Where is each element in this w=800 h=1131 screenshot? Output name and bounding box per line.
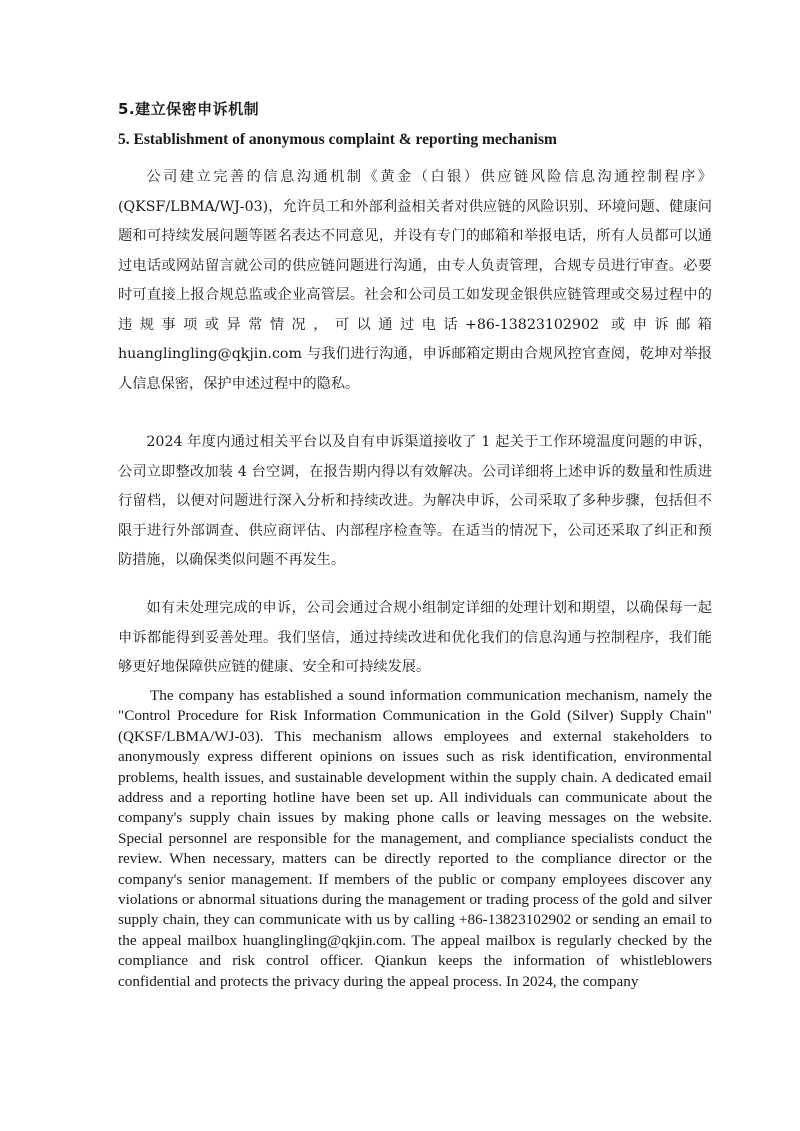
section-heading-chinese: 5.建立保密申诉机制	[118, 100, 260, 118]
section-heading-english: 5. Establishment of anonymous complaint & reporting mechanism	[118, 131, 557, 148]
paragraph-chinese-complaints-2024: 2024 年度内通过相关平台以及自有申诉渠道接收了 1 起关于工作环境温度问题的申诉，公司立即整改加装 4 台空调，在报告期内得以有效解决。公司详细将上述申诉的数量和性质进行留档，以便对问题进行深入分析和持续改进。为解决申诉，公司采取了多种步骤，包括但不限于进行外部调查、供应商评估、内部程序检查等。在适当的情况下，公司还采取了纠正和预防措施，以确保类似问题不再发生。	[118, 434, 712, 568]
paragraph-english-mechanism: The company has established a sound information communication mechanism, namely the "Control Procedure for Risk Information Communication in the Gold (Silver) Supply Chain" (QKSF/LBMA/WJ-03). This mechanism allows employees and external stakeholders to anonymously express different opinions on issues such as risk identification, environmental problems, health issues, and sustainable development within the supply chain. A dedicated email address and a reporting hotline have been set up. All individuals can communicate about the company's supply chain issues by making phone calls or leaving messages on the website. Special personnel are responsible for the management, and compliance specialists conduct the review. When necessary, matters can be directly reported to the compliance director or the company's senior management. If members of the public or company employees discover any violations or abnormal situations during the management or trading process of the gold and silver supply chain, they can communicate with us by calling +86-13823102902 or sending an email to the appeal mailbox huanglingling@qkjin.com. The appeal mailbox is regularly checked by the compliance and risk control officer. Qiankun keeps the information of whistleblowers confidential and protects the privacy during the appeal process. In 2024, the company	[118, 687, 712, 990]
paragraph-chinese-mechanism: 公司建立完善的信息沟通机制《黄金（白银）供应链风险信息沟通控制程序》(QKSF/LBMA/WJ-03)，允许员工和外部利益相关者对供应链的风险识别、环境问题、健康问题和可持续发展问题等匿名表达不同意见，并设有专门的邮箱和举报电话，所有人员都可以通过电话或网站留言就公司的供应链问题进行沟通，由专人负责管理，合规专员进行审查。必要时可直接上报合规总监或企业高管层。社会和公司员工如发现金银供应链管理或交易过程中的违规事项或异常情况，可以通过电话+86-13823102902 或申诉邮箱 huanglingling@qkjin.com 与我们进行沟通，申诉邮箱定期由合规风控官查阅，乾坤对举报人信息保密，保护申述过程中的隐私。	[118, 169, 712, 392]
paragraph-chinese-pending-complaints: 如有未处理完成的申诉，公司会通过合规小组制定详细的处理计划和期望，以确保每一起申诉都能得到妥善处理。我们坚信，通过持续改进和优化我们的信息沟通与控制程序，我们能够更好地保障供应链的健康、安全和可持续发展。	[118, 600, 712, 675]
